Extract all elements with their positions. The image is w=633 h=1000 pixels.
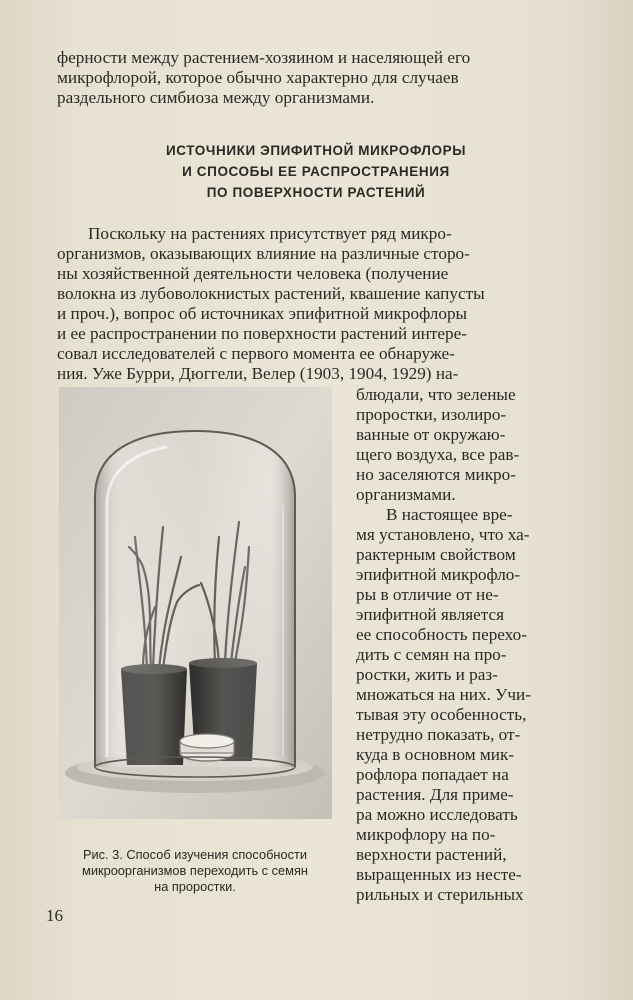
text-line: дить с семян на про-: [356, 645, 507, 664]
section-heading-line: ИСТОЧНИКИ ЭПИФИТНОЙ МИКРОФЛОРЫ: [165, 143, 467, 158]
text-line: растения. Для приме-: [356, 785, 514, 804]
text-line: щего воздуха, все рав-: [356, 445, 520, 464]
text-line: эпифитной микрофло-: [356, 565, 521, 584]
text-line: организмами.: [356, 485, 456, 504]
text-line: организмов, оказывающих влияние на различные сторо-: [57, 244, 470, 263]
section-heading-line: ПО ПОВЕРХНОСТИ РАСТЕНИЙ: [206, 185, 426, 200]
text-line: и ее распространении по поверхности растений интере-: [57, 324, 467, 343]
page-number: 16: [46, 906, 63, 925]
text-line: микрофлорой, которое обычно характерно для случаев: [57, 68, 459, 87]
text-line: мя установлено, что ха-: [356, 525, 530, 544]
figure-photo-seedlings-bell-jar: [59, 387, 332, 819]
text-line: раздельного симбиоза между организмами.: [57, 88, 375, 107]
text-line: блюдали, что зеленые: [356, 385, 516, 404]
text-line: совал исследователей с первого момента ее обнаруже-: [57, 344, 455, 363]
text-line: нетрудно показать, от-: [356, 725, 521, 744]
text-line: волокна из лубоволокнистых растений, квашение капусты: [57, 284, 485, 303]
text-line: ее способность перехо-: [356, 625, 527, 644]
text-line: ростки, жить и раз-: [356, 665, 498, 684]
figure-caption-line: на проростки.: [154, 879, 236, 894]
text-line: верхности растений,: [356, 845, 507, 864]
text-line: В настоящее вре-: [386, 505, 513, 524]
text-line: ра можно исследовать: [356, 805, 518, 824]
text-line: ферности между растением-хозяином и населяющей его: [57, 48, 471, 67]
text-line: и проч.), вопрос об источниках эпифитной микрофлоры: [57, 304, 468, 323]
text-line: рильных и стерильных: [356, 885, 524, 904]
text-line: проростки, изолиро-: [356, 405, 507, 424]
figure-caption-line: микроорганизмов переходить с семян: [82, 863, 308, 878]
text-line: микрофлору на по-: [356, 825, 496, 844]
figure-caption-line: Рис. 3. Способ изучения способности: [82, 847, 308, 862]
text-line: рофлора попадает на: [356, 765, 509, 784]
text-line: ванные от окружаю-: [356, 425, 506, 444]
text-line: множаться на них. Учи-: [356, 685, 531, 704]
text-line: куда в основном мик-: [356, 745, 515, 764]
text-line: Поскольку на растениях присутствует ряд микро-: [88, 224, 452, 243]
text-line: эпифитной является: [356, 605, 505, 624]
text-line: ры в отличие от не-: [356, 585, 499, 604]
text-line: ния. Уже Бурри, Дюггели, Велер (1903, 1904, 1929) на-: [57, 364, 459, 383]
text-line: ны хозяйственной деятельности человека (получение: [57, 264, 449, 283]
text-line: выращенных из нестe-: [356, 865, 522, 884]
text-line: но заселяются микро-: [356, 465, 516, 484]
text-line: рактерным свойством: [356, 545, 516, 564]
section-heading-line: И СПОСОБЫ ЕЕ РАСПРОСТРАНЕНИЯ: [182, 164, 450, 179]
text-line: тывая эту особенность,: [356, 705, 527, 724]
